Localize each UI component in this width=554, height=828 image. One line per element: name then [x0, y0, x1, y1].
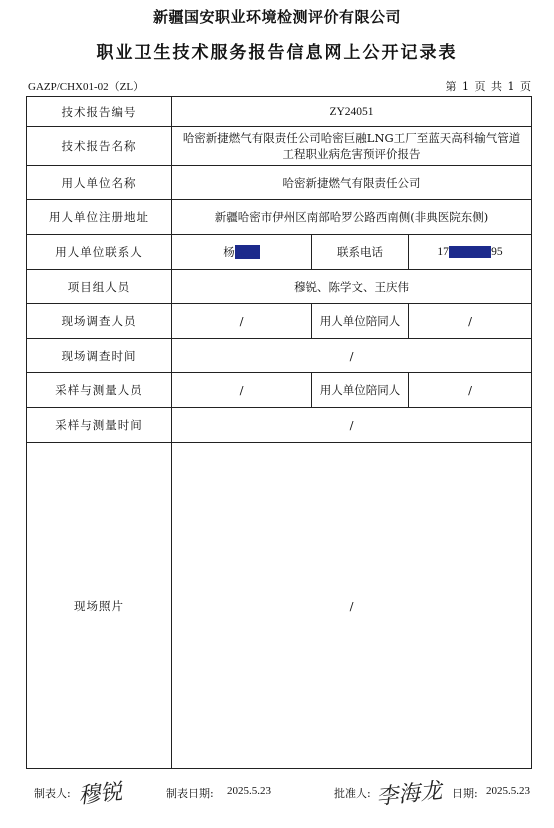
- survey-time-value: /: [172, 339, 532, 373]
- document-title: 职业卫生技术服务报告信息网上公开记录表: [96, 43, 458, 63]
- sampling-time-value: /: [172, 408, 532, 443]
- row-employer-name: [27, 166, 532, 200]
- row-employer-address: [27, 200, 532, 235]
- row-sampling-time: [27, 408, 532, 443]
- document-code: GAZP/CHX01-02（ZL）: [28, 81, 145, 93]
- approver-signature: 李海龙: [375, 778, 444, 811]
- survey-staff-value: /: [172, 304, 312, 339]
- employer-name-label: 用人单位名称: [27, 166, 172, 200]
- team-label: 项目组人员: [27, 270, 172, 304]
- sampling-staff-label: 采样与测量人员: [27, 373, 172, 408]
- record-table: [26, 96, 532, 769]
- survey-time-label: 现场调查时间: [27, 339, 172, 373]
- approve-date-label: 日期:: [452, 787, 478, 800]
- photos-label: 现场照片: [27, 443, 172, 769]
- employer-address-value: 新疆哈密市伊州区南部哈罗公路西南侧(非典医院东侧): [172, 200, 532, 235]
- company-name: 新疆国安职业环境检测评价有限公司: [152, 8, 401, 26]
- sampling-companion-value: /: [409, 373, 532, 408]
- survey-staff-label: 现场调查人员: [27, 304, 172, 339]
- survey-companion-label: 用人单位陪同人: [312, 304, 409, 339]
- row-team: [27, 270, 532, 304]
- team-value: 穆锐、陈学文、王庆伟: [172, 270, 532, 304]
- phone-prefix: 17: [437, 246, 449, 258]
- photos-value: /: [172, 443, 532, 769]
- sampling-time-label: 采样与测量时间: [27, 408, 172, 443]
- report-name-label: 技术报告名称: [27, 127, 172, 166]
- row-survey-staff: [27, 304, 532, 339]
- row-survey-time: [27, 339, 532, 373]
- redaction-mask: 0000000: [449, 246, 491, 258]
- contact-name: [172, 235, 312, 270]
- row-report-no: [27, 97, 532, 127]
- page-info: 第 1 页 共 1 页: [445, 80, 532, 93]
- phone-suffix: 95: [491, 246, 503, 258]
- employer-name-value: 哈密新捷燃气有限责任公司: [172, 166, 532, 200]
- employer-address-label: 用人单位注册地址: [27, 200, 172, 235]
- sampling-companion-label: 用人单位陪同人: [312, 373, 409, 408]
- row-report-name: [27, 127, 532, 166]
- sampling-staff-value: /: [172, 373, 312, 408]
- report-no-value: ZY24051: [172, 97, 532, 127]
- phone-label: 联系电话: [312, 235, 409, 270]
- row-sampling-staff: [27, 373, 532, 408]
- phone-value: [409, 235, 532, 270]
- prep-date-label: 制表日期:: [166, 787, 214, 800]
- row-photos: [27, 443, 532, 769]
- preparer-signature: 穆锐: [77, 779, 124, 810]
- contact-name-prefix: 杨: [223, 245, 235, 259]
- prep-date: 2025.5.23: [227, 785, 271, 797]
- row-contact: [27, 235, 532, 270]
- approve-date: 2025.5.23: [486, 785, 530, 797]
- survey-companion-value: /: [409, 304, 532, 339]
- report-no-label: 技术报告编号: [27, 97, 172, 127]
- approver-label: 批准人:: [334, 787, 371, 800]
- report-name-value: 哈密新捷燃气有限责任公司哈密巨融LNG工厂至蓝天高科输气管道工程职业病危害预评价报告: [172, 127, 532, 166]
- redaction-mask: 某某: [235, 245, 259, 259]
- preparer-label: 制表人:: [34, 787, 71, 800]
- contact-label: 用人单位联系人: [27, 235, 172, 270]
